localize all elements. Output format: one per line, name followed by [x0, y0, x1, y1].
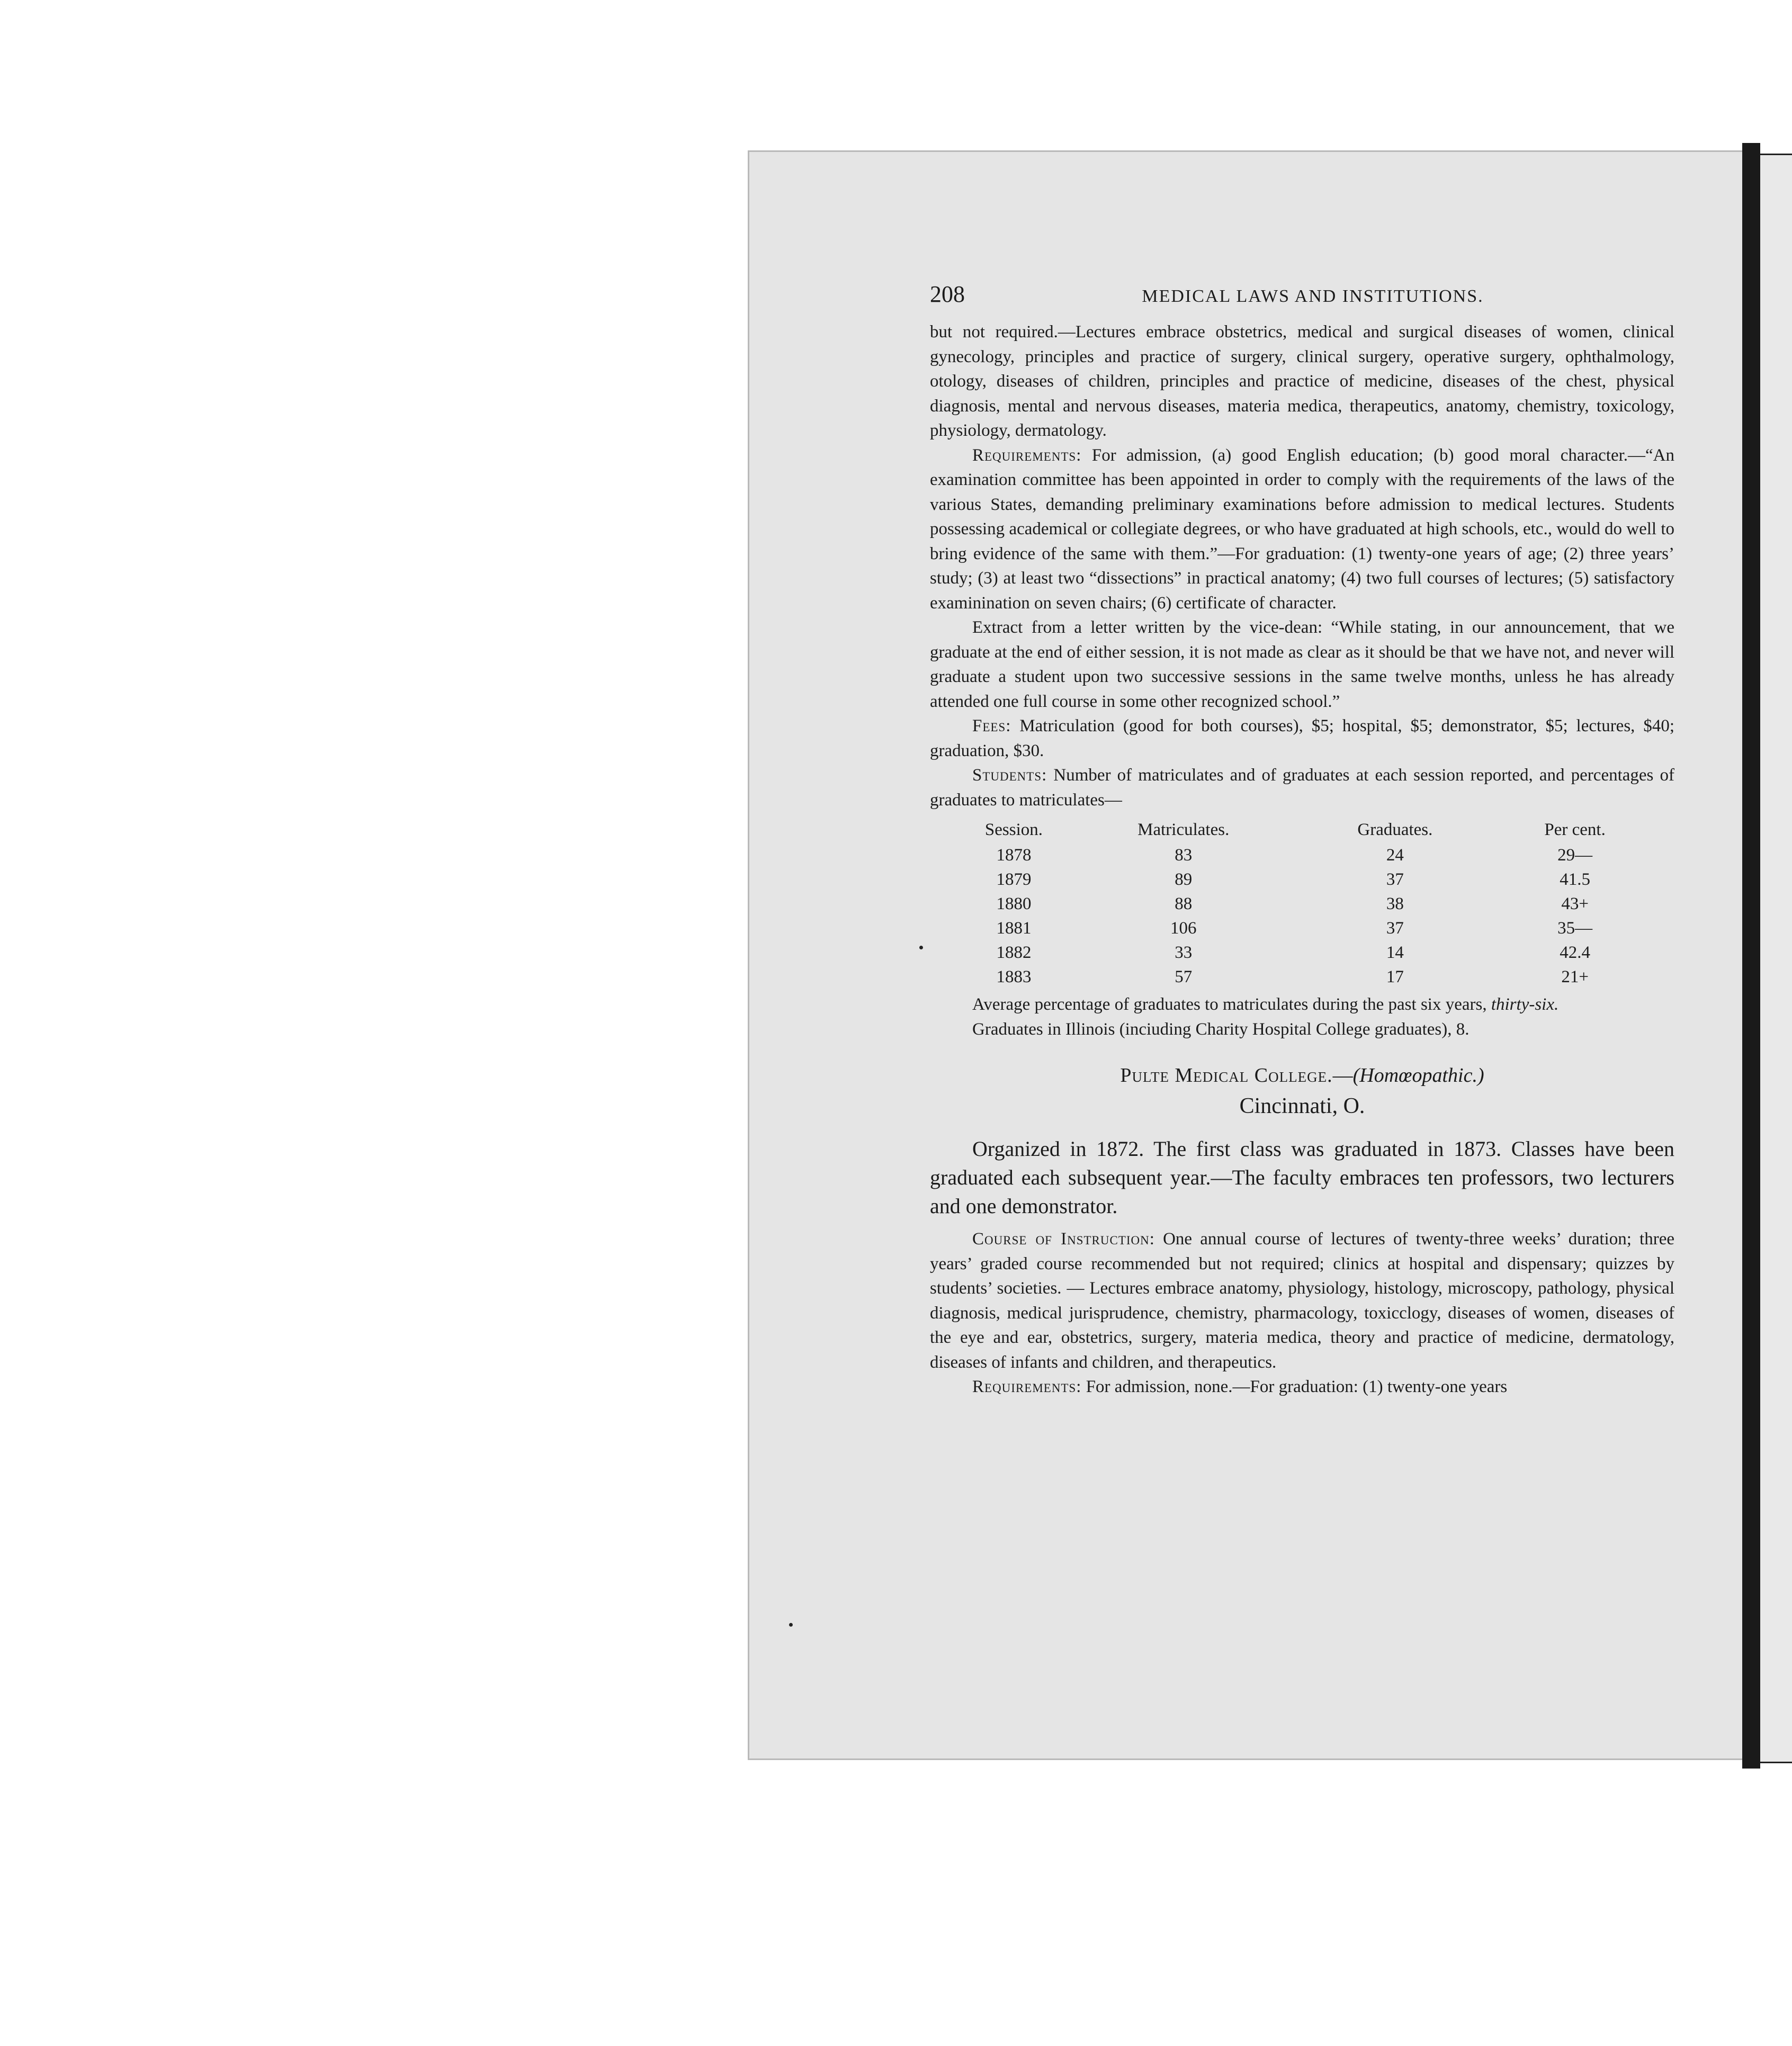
cell-per-cent: 43+ — [1561, 894, 1589, 913]
graduates-illinois-paragraph: Graduates in Illinois (inciuding Charity Hospital College graduates), 8. — [972, 1019, 1470, 1039]
cell-matriculates: 88 — [1175, 894, 1193, 913]
cell-session: 1878 — [996, 845, 1032, 865]
college-requirements-label: Requirements: — [972, 1377, 1082, 1396]
header-per-cent: Per cent. — [1544, 820, 1606, 839]
lectures-paragraph: but not required.—Lectures embrace obstetrics, medical and surgical diseases of women, clinical gynecology, principles and practice of surgery, clinical surgery, operative surgery, ophthalmology, otology, diseases of children, principles and practice of medicine, diseases of the chest, physical diagnosis, mental and nervous diseases, materia medica, therapeutics, anatomy, chemistry, toxicology, physiology, dermatology. — [930, 322, 1674, 440]
cell-session: 1883 — [996, 967, 1032, 986]
table-row — [955, 916, 1654, 940]
requirements-label: Requirements: — [972, 445, 1082, 465]
cell-matriculates: 33 — [1175, 943, 1193, 962]
requirements-text: For admission, (a) good English education; (b) good moral character.—“An examination committee has been appointed in order to comply with the requirements of the laws of the various States, demanding preliminary examinations before admission to medical lectures. Students possessing academical or collegiate degrees, or who have graduated at high schools, etc., would do well to bring evidence of the same with them.”—For graduation: (1) twenty-one years of age; (2) three years’ study; (3) at least two “dissections” in practical anatomy; (4) two full courses of lectures; (5) satisfactory examinination on seven chairs; (6) certificate of character. — [930, 445, 1674, 613]
book-spine — [1742, 143, 1760, 1769]
table-row — [955, 867, 1654, 892]
cell-per-cent: 42.4 — [1560, 943, 1590, 962]
students-paragraph — [930, 763, 1674, 812]
cell-matriculates: 89 — [1175, 869, 1193, 889]
header-session: Session. — [984, 820, 1043, 839]
cell-matriculates: 57 — [1175, 967, 1193, 986]
cell-per-cent: 41.5 — [1560, 869, 1590, 889]
average-text: Average percentage of graduates to matriculates during the past six years, — [972, 995, 1491, 1014]
students-text: Number of matriculates and of graduates at each session reported, and percentages of graduates to matriculates— — [930, 766, 1674, 810]
running-head-title: MEDICAL LAWS AND INSTITUTIONS. — [1142, 286, 1484, 306]
cell-matriculates: 83 — [1175, 845, 1193, 865]
next-page-edge — [1760, 154, 1792, 1763]
cell-matriculates: 106 — [1170, 918, 1197, 938]
college-name: Pulte Medical College. — [1120, 1064, 1333, 1087]
course-paragraph — [930, 1227, 1674, 1375]
average-paragraph — [930, 992, 1674, 1017]
cell-graduates: 14 — [1386, 943, 1404, 962]
cell-graduates: 38 — [1386, 894, 1404, 913]
cell-session: 1880 — [996, 894, 1032, 913]
cell-graduates: 17 — [1386, 967, 1404, 986]
table-header-row — [955, 816, 1654, 843]
average-italic: thirty-six. — [1491, 995, 1559, 1014]
ink-speck — [919, 946, 923, 949]
college-heading — [930, 1064, 1674, 1093]
cell-graduates: 24 — [1386, 845, 1404, 865]
course-text: One annual course of lectures of twenty-three weeks’ duration; three years’ graded course recommended but not required; clinics at hospital and dispensary; quizzes by students’ societies. — Lectures embrace anatomy, physiology, histology, microscopy, pathology, physical diagnosis, medical jurisprudence, chemistry, pharmacology, toxicclogy, diseases of women, diseases of the eye and ear, obstetrics, surgery, materia medica, theory and practice of medicine, dermatology, diseases of infants and children, and therapeutics. — [930, 1230, 1674, 1372]
extract-paragraph: Extract from a letter written by the vice-dean: “While stating, in our announcement, that we graduate at the end of either session, it is not made as clear as it should be that we have not, and never will graduate a student upon two successive sessions in the same twelve months, unless he has already attended one full course in some other recognized school.” — [930, 618, 1674, 711]
cell-per-cent: 35— — [1557, 918, 1593, 938]
cell-graduates: 37 — [1386, 918, 1404, 938]
college-city: Cincinnati, O. — [1239, 1094, 1365, 1118]
cell-per-cent: 21+ — [1561, 967, 1589, 986]
college-dash: — — [1332, 1064, 1353, 1087]
ink-speck — [789, 1623, 793, 1627]
students-table — [955, 816, 1654, 989]
fees-label: Fees: — [972, 716, 1011, 735]
college-requirements-text: For admission, none.—For graduation: (1) twenty-one years — [1081, 1377, 1508, 1396]
header-matriculates: Matriculates. — [1137, 820, 1230, 839]
fees-paragraph — [930, 714, 1674, 763]
college-requirements-paragraph — [930, 1375, 1674, 1399]
table-row — [955, 843, 1654, 867]
cell-session: 1879 — [996, 869, 1032, 889]
cell-session: 1882 — [996, 943, 1032, 962]
table-row — [955, 940, 1654, 965]
running-head — [930, 281, 1674, 312]
page-number: 208 — [930, 281, 965, 307]
cell-graduates: 37 — [1386, 869, 1404, 889]
cell-session: 1881 — [996, 918, 1032, 938]
table-row — [955, 965, 1654, 989]
college-type: (Homœopathic.) — [1352, 1064, 1484, 1087]
page-content — [930, 281, 1674, 1399]
students-label: Students: — [972, 766, 1047, 785]
organized-paragraph: Organized in 1872. The first class was graduated in 1873. Classes have been graduated each subsequent year.—The faculty embraces ten professors, two lecturers and one demonstrator. — [930, 1137, 1674, 1218]
requirements-paragraph — [930, 443, 1674, 616]
course-label: Course of Instruction: — [972, 1230, 1155, 1249]
fees-text: Matriculation (good for both courses), $5; hospital, $5; demonstrator, $5; lectures, $40; graduation, $30. — [930, 716, 1674, 760]
table-row — [955, 892, 1654, 916]
header-graduates: Graduates. — [1357, 820, 1433, 839]
cell-per-cent: 29— — [1557, 845, 1593, 865]
